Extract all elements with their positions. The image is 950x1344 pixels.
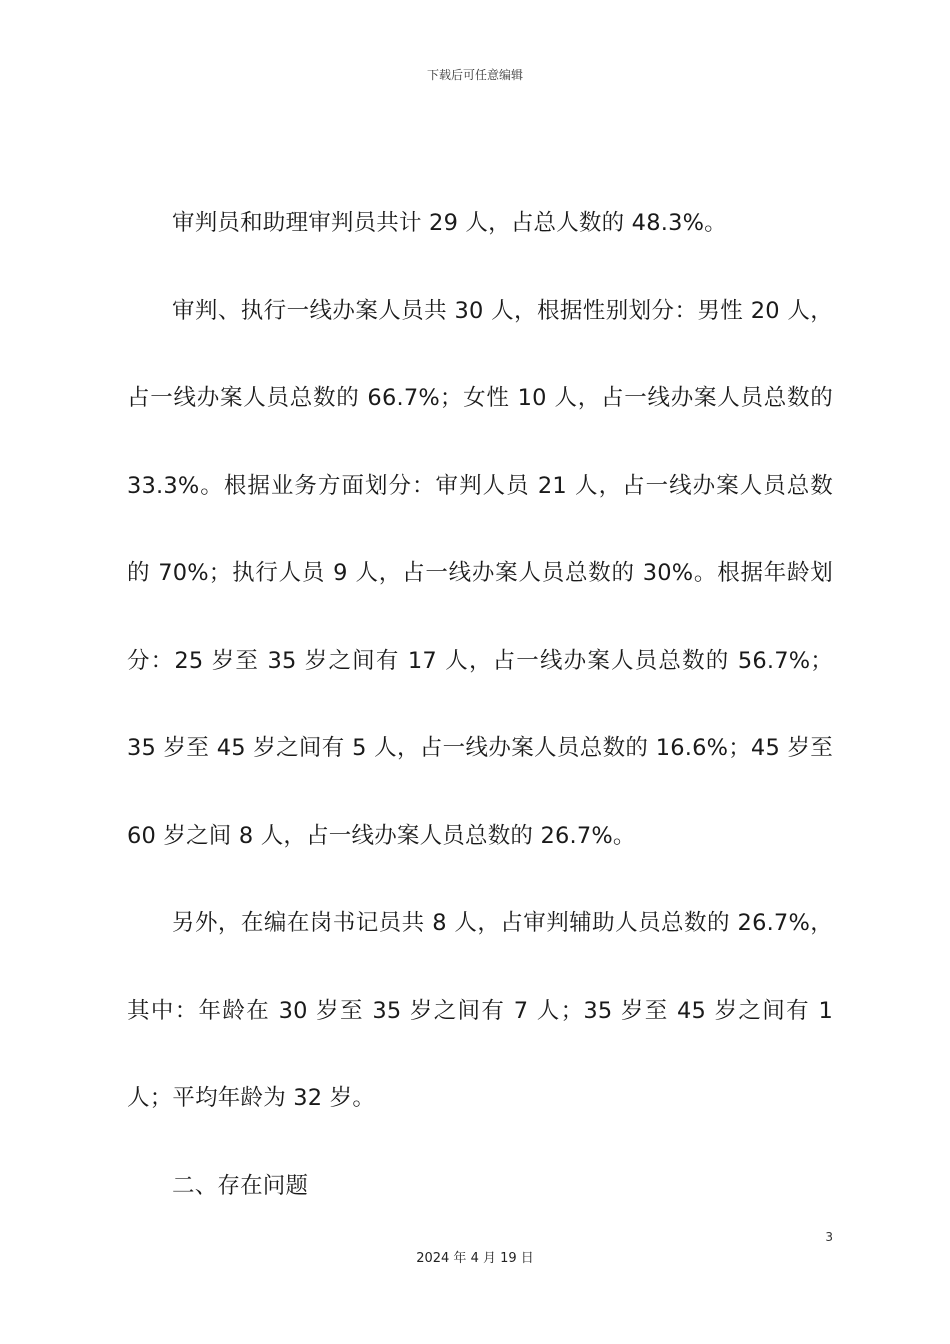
document-body bbox=[127, 180, 833, 1230]
paragraph-frontline-staff: 审判、执行一线办案人员共 30 人，根据性别划分：男性 20 人，占一线办案人员总数的 66.7%；女性 10 人，占一线办案人员总数的 33.3%。根据业务方面划分：审判人员 21 人，占一线办案人员总数的 70%；执行人员 9 人，占一线办案人员总数的 30%。根据年龄划分：25 岁至 35 岁之间有 17 人，占一线办案人员总数的 56.7%；35 岁至 45 岁之间有 5 人，占一线办案人员总数的 16.6%；45 岁至 60 岁之间 8 人，占一线办案人员总数的 26.7%。 bbox=[127, 297, 833, 849]
paragraph-judges-total: 审判员和助理审判员共计 29 人，占总人数的 48.3%。 bbox=[172, 210, 727, 236]
section-heading-problems: 二、存在问题 bbox=[172, 1172, 309, 1199]
paragraph-clerks: 另外，在编在岗书记员共 8 人，占审判辅助人员总数的 26.7%，其中：年龄在 30 岁至 35 岁之间有 7 人；35 岁至 45 岁之间有 1 人；平均年龄为 32 岁。 bbox=[127, 910, 833, 1111]
page-header: 下载后可任意编辑 bbox=[426, 68, 523, 82]
footer-date: 2024 年 4 月 19 日 bbox=[416, 1251, 534, 1266]
page-number: 3 bbox=[825, 1230, 833, 1244]
